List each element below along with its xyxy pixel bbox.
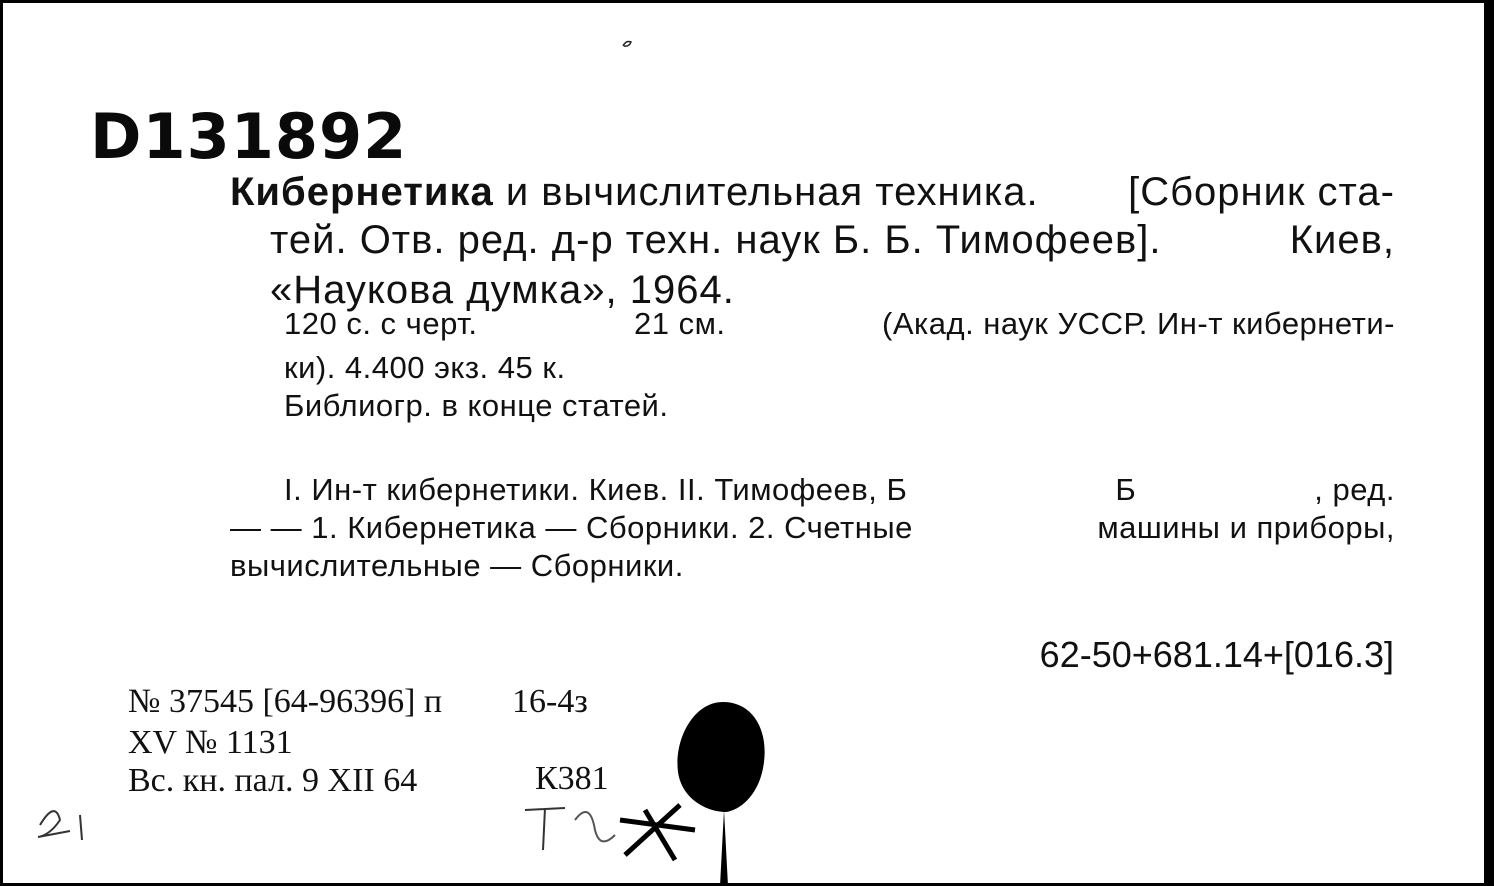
collation-line-2 [284,350,1395,386]
tracing-line-3: вычислительные — Сборники. [230,548,684,583]
responsibility-statement: тей. Отв. ред. д-р техн. наук Б. Б. Тимофеев]. [270,218,1162,262]
tracing-line-2 [230,510,1395,546]
tracing-line-1 [284,472,1395,508]
title-bracket: [Сборник ста- [1128,170,1395,214]
publication-place: Киев, [1289,218,1395,262]
subject-headings: — — 1. Кибернетика — Сборники. 2. Счетные [230,510,913,545]
handwritten-numeral-icon [30,795,100,845]
series: (Акад. наук УССР. Ин-т кибернети- [882,306,1395,341]
collation-line-1 [284,306,1395,342]
ink-speck-icon [620,38,636,50]
tracing-institution: I. Ин-т кибернетики. Киев. II. Тимофеев, Б [284,472,908,507]
note-text: Библиогр. в конце статей. [284,388,669,423]
card-border-left [0,0,3,886]
card-code: К381 [535,760,609,797]
title-line-1 [230,170,1395,215]
registry-number: № 37545 [64-96396] п [128,683,443,720]
bibliography-note [284,388,1395,424]
print-run: ки). 4.400 экз. 45 к. [284,350,566,385]
pagination: 120 с. с черт. [284,306,478,341]
tracing-initial: Б [1115,472,1137,507]
series-number: XV № 1131 [128,724,293,761]
handwritten-mark-icon [505,790,705,870]
size: 21 см. [633,306,726,341]
classification-code: 62-50+681.14+[016.3] [1039,634,1394,675]
chamber-date: Вс. кн. пал. 9 XII 64 [128,762,418,799]
card-border-top [0,0,1494,3]
tracing-role: , ред. [1314,472,1395,507]
order-code: 16-4з [512,683,588,720]
publisher-year: «Наукова думка», 1964. [270,268,735,312]
call-number: D131892 [90,100,408,173]
title-rest: и вычислительная техника. [505,170,1039,214]
title-bold: Кибернетика [230,170,494,214]
title-line-2 [270,218,1395,263]
card-border-right [1484,0,1494,886]
subject-continuation: машины и приборы, [1097,510,1395,545]
title-main [230,170,1039,215]
